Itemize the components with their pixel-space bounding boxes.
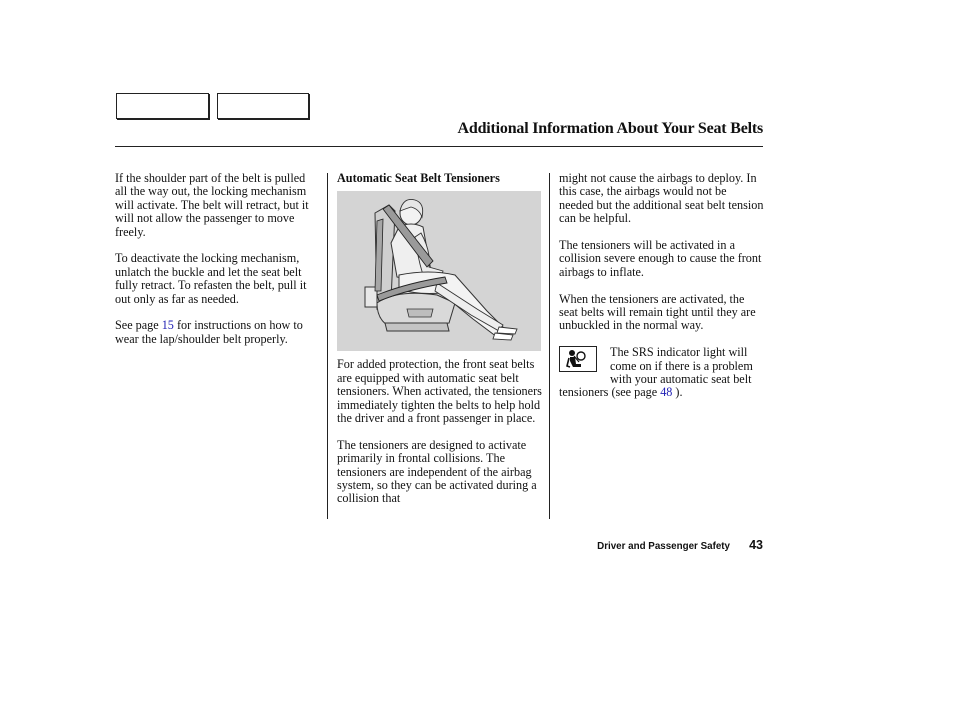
nav-button-1[interactable] <box>116 93 209 119</box>
paragraph: If the shoulder part of the belt is pulled all the way out, the locking mechanism will activate. The belt will retract, but it will not allow the passenger to move freely. <box>115 171 309 239</box>
srs-indicator-icon <box>559 346 597 372</box>
column-middle <box>337 172 547 519</box>
text: See page <box>115 318 162 333</box>
page-number: 43 <box>749 538 763 552</box>
text: The SRS indicator light will come on if there is a problem with your automatic seat belt tensioners (see page <box>559 345 753 400</box>
page-link-15[interactable]: 15 <box>161 318 174 333</box>
srs-note <box>559 346 764 400</box>
paragraph: might not cause the airbags to deploy. In this case, the airbags would not be needed but the additional seat belt tension can be helpful. <box>559 171 764 226</box>
column-left <box>115 172 315 360</box>
text: ). <box>672 385 683 400</box>
title-rule <box>115 146 763 147</box>
footer-section-title: Driver and Passenger Safety <box>597 541 730 552</box>
column-divider <box>549 173 550 519</box>
text: for instructions on how to wear the lap/shoulder belt properly. <box>115 318 303 346</box>
column-right <box>559 172 764 400</box>
paragraph: To deactivate the locking mechanism, unlatch the buckle and let the seat belt fully retract. To refasten the belt, pull it out only as far as needed. <box>115 251 307 306</box>
page-link-48[interactable]: 48 <box>660 385 673 400</box>
nav-button-2[interactable] <box>217 93 309 119</box>
paragraph <box>115 319 315 346</box>
seated-woman-seatbelt-illustration <box>337 191 541 351</box>
paragraph: The tensioners will be activated in a collision severe enough to cause the front airbags to inflate. <box>559 238 762 279</box>
column-divider <box>327 173 328 519</box>
paragraph: For added protection, the front seat belts are equipped with automatic seat belt tensioners. When activated, the tensioners immediately tighten the belts to help hold the driver and a front passenger in place. <box>337 357 542 426</box>
paragraph: The tensioners are designed to activate primarily in frontal collisions. The tensioners are independent of the airbag system, so they can be activated during a collision that <box>337 437 537 506</box>
section-heading: Automatic Seat Belt Tensioners <box>337 171 500 185</box>
paragraph: When the tensioners are activated, the seat belts will remain tight until they are unbuckled in the normal way. <box>559 291 756 333</box>
page-title: Additional Information About Your Seat Belts <box>457 120 763 137</box>
